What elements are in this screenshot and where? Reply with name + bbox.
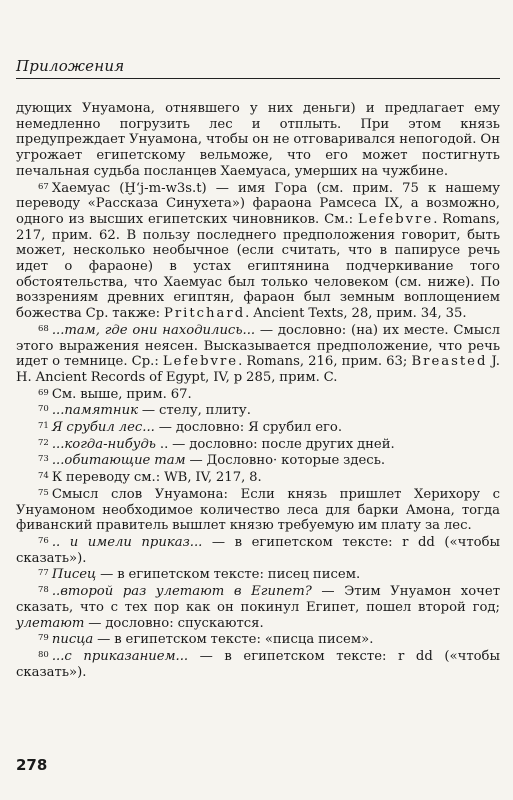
note-text: — Этим Унуамон хочет сказать, что с тех пор как он покинул Египет, пошел второй год; (16, 584, 500, 615)
note-number: 78 (38, 585, 49, 596)
note-text: .. — дословно: после других дней. (155, 436, 395, 452)
note-text: ...памятник (51, 403, 138, 419)
note-text: — дословно: Я срубил его. (154, 420, 343, 436)
note-text: улетают (16, 615, 85, 631)
note-text: Я срубил лес... (51, 420, 155, 436)
note-text: .. и имели приказ... (51, 534, 203, 550)
note-78 (16, 583, 500, 631)
note-text: — дословно: спускаются. (84, 615, 264, 631)
continuation-paragraph: дующих Унуамона, отнявшего у них деньги) и предлагает ему немедленно погрузить лес и отплыть. При этом князь предупреждает Унуамона, чтобы он не отговаривался непогодой. Он угрожает египетскому вельможе, что его может постигнуть печальная судьба посланцев Хаемуаса, умерших на чужбине. (16, 101, 500, 179)
note-68 (16, 322, 500, 386)
note-text: ...там, где они находились... (51, 322, 256, 338)
notes-list (16, 180, 500, 681)
note-number: 70 (38, 404, 49, 415)
note-number: 69 (38, 387, 49, 398)
note-text: ...с приказанием... (51, 648, 189, 664)
note-number: 73 (38, 454, 49, 465)
note-text: ..второй раз улетают в Египет? (51, 584, 312, 600)
note-number: 68 (38, 323, 49, 334)
note-text: Lefebvre (357, 211, 434, 227)
note-number: 79 (38, 633, 49, 644)
note-70 (16, 402, 500, 419)
note-text: См. выше, прим. 67. (51, 386, 192, 402)
note-text: К переводу см.: WB, IV, 217, 8. (51, 470, 262, 486)
note-75 (16, 486, 500, 534)
note-72 (16, 436, 500, 453)
book-page (16, 56, 500, 786)
note-text: — в египетском тексте: писец писем. (96, 567, 361, 583)
note-text: — стелу, плиту. (138, 403, 251, 419)
note-number: 80 (38, 649, 49, 660)
note-text: — в египетском тексте: r dd («чтобы сказать»). (16, 534, 501, 566)
note-text: — дословно: (на) их месте. Смысл этого выражения неясен. Высказывается предположение, что речь идет о темнице. Ср.: (16, 322, 500, 370)
note-text: J. H. Ancient Records of Egypt, IV, p 285, прим. C. (16, 354, 500, 385)
note-text: Lefebvre (162, 354, 239, 370)
note-number: 75 (38, 487, 49, 498)
note-74 (16, 469, 500, 486)
note-number: 77 (38, 568, 49, 579)
note-text: Pritchard (163, 306, 246, 322)
note-text: . Ancient Texts, 28, прим. 34, 35. (245, 306, 467, 322)
note-number: 72 (38, 437, 49, 448)
note-69 (16, 386, 500, 403)
note-number: 76 (38, 535, 49, 546)
note-text: Хаемуас (Ḫ‘j-m-w3s.t) — имя Гора (см. прим. 75 к нашему переводу «Рассказа Синухета») фараона Рамсеса IX, а возможно, одного из высших египетских чиновников. См.: (16, 180, 500, 227)
note-76 (16, 534, 500, 566)
note-number: 71 (38, 421, 49, 432)
note-text: писца (51, 632, 94, 648)
note-number: 67 (38, 181, 49, 192)
note-80 (16, 648, 500, 680)
note-77 (16, 566, 500, 583)
note-text: — Дословно· которые здесь. (185, 453, 386, 469)
note-text: . Romans, 217, прим. 62. В пользу последнего предположения говорит, быть может, несколько необычное (если считать, что в папирусе речь идет о фараоне) в устах египтянина подчеркивание того обстоятельства, что Хаемуас был только человеком (см. ниже). По воззрениям древних египтян, фараон был земным воплощением божества Ср. также: (16, 211, 500, 322)
note-text: ...обитающие там (51, 453, 186, 469)
note-text: Смысл слов Унуамона: Если князь пришлет Херихору с Унуамоном необходимое количество леса для барки Амона, тогда фиванский правитель вышлет князю требуемую им плату за лес. (16, 486, 500, 534)
note-67 (16, 180, 500, 322)
note-71 (16, 419, 500, 436)
note-text: — в египетском тексте: r dd («чтобы сказать»). (16, 648, 500, 680)
note-text: . Romans, 216, прим. 63; (238, 354, 412, 370)
note-79 (16, 631, 500, 648)
note-text: Breasted (411, 354, 488, 370)
note-text: Писец (51, 567, 97, 583)
note-text: ...когда-нибудь (51, 436, 156, 452)
notes-body (16, 101, 500, 680)
page-number: 278 (16, 756, 48, 774)
note-number: 74 (38, 471, 49, 482)
note-text: — в египетском тексте: «писца писем». (93, 632, 374, 648)
note-73 (16, 452, 500, 469)
running-head: Приложения (16, 56, 500, 79)
